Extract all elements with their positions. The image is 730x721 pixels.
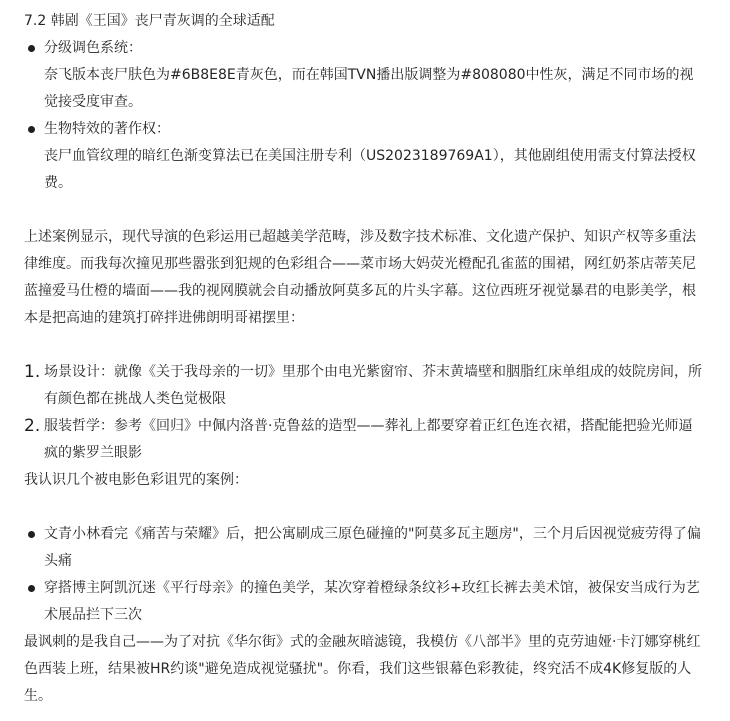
spacer <box>24 197 704 224</box>
list-item <box>24 116 704 197</box>
spacer <box>24 494 704 521</box>
spacer <box>24 332 704 359</box>
numbered-item-text: 场景设计：就像《关于我母亲的一切》里那个由电光紫窗帘、芥末黄墙壁和胭脂红床单组成的妓院房间，所有颜色都在挑战人类色觉极限 <box>44 364 702 407</box>
list-item <box>24 521 704 575</box>
numbered-item <box>24 413 704 467</box>
feature-list <box>24 35 704 197</box>
item-number: 1. <box>24 362 41 382</box>
paragraph-intro: 我认识几个被电影色彩诅咒的案例： <box>24 472 248 488</box>
paragraph: 上述案例显示，现代导演的色彩运用已超越美学范畴，涉及数字技术标准、文化遗产保护、知识产权等多重法律维度。而我每次撞见那些嚣张到犯规的色彩组合——菜市场大妈荧光橙配孔雀蓝的围裙，网红奶茶店蒂芙尼蓝撞爱马仕橙的墙面——我的视网膜就会自动播放阿莫多瓦的片头字幕。这位西班牙视觉暴君的电影美学，根本是把高迪的建筑打碎拌进佛朗明哥裙摆里： <box>24 229 696 326</box>
case-list <box>24 521 704 629</box>
list-item-body: 奈飞版本丧尸肤色为#6B8E8E青灰色，而在韩国TVN播出版调整为#808080中性灰，满足不同市场的视觉接受度审查。 <box>44 67 694 110</box>
numbered-item <box>24 359 704 413</box>
list-item-body: 丧尸血管纹理的暗红色渐变算法已在美国注册专利（US2023189769A1），其他剧组使用需支付算法授权费。 <box>44 148 696 191</box>
list-item <box>24 35 704 116</box>
section-heading: 7.2 韩剧《王国》丧尸青灰调的全球适配 <box>24 13 275 29</box>
case-text: 穿搭博主阿凯沉迷《平行母亲》的撞色美学，某次穿着橙绿条纹衫+玫红长裤去美术馆，被保安当成行为艺术展品拦下三次 <box>44 580 700 623</box>
list-item <box>24 575 704 629</box>
numbered-item-text: 服装哲学：参考《回归》中佩内洛普·克鲁兹的造型——葬礼上都要穿着正红色连衣裙，搭配能把验光师逼疯的紫罗兰眼影 <box>44 418 693 461</box>
paragraph-closing: 最讽刺的是我自己——为了对抗《华尔街》式的金融灰暗滤镜，我模仿《八部半》里的克劳迪娅·卡汀娜穿桃红色西装上班，结果被HR约谈"避免造成视觉骚扰"。你看，我们这些银幕色彩教徒，终究活不成4K修复版的人生。 <box>24 634 701 704</box>
item-number: 2. <box>24 416 41 436</box>
list-item-title: 分级调色系统： <box>44 40 142 56</box>
case-text: 文青小林看完《痛苦与荣耀》后，把公寓刷成三原色碰撞的"阿莫多瓦主题房"，三个月后因视觉疲劳得了偏头痛 <box>44 526 701 569</box>
list-item-title: 生物特效的著作权： <box>44 121 170 137</box>
numbered-list <box>24 359 704 467</box>
